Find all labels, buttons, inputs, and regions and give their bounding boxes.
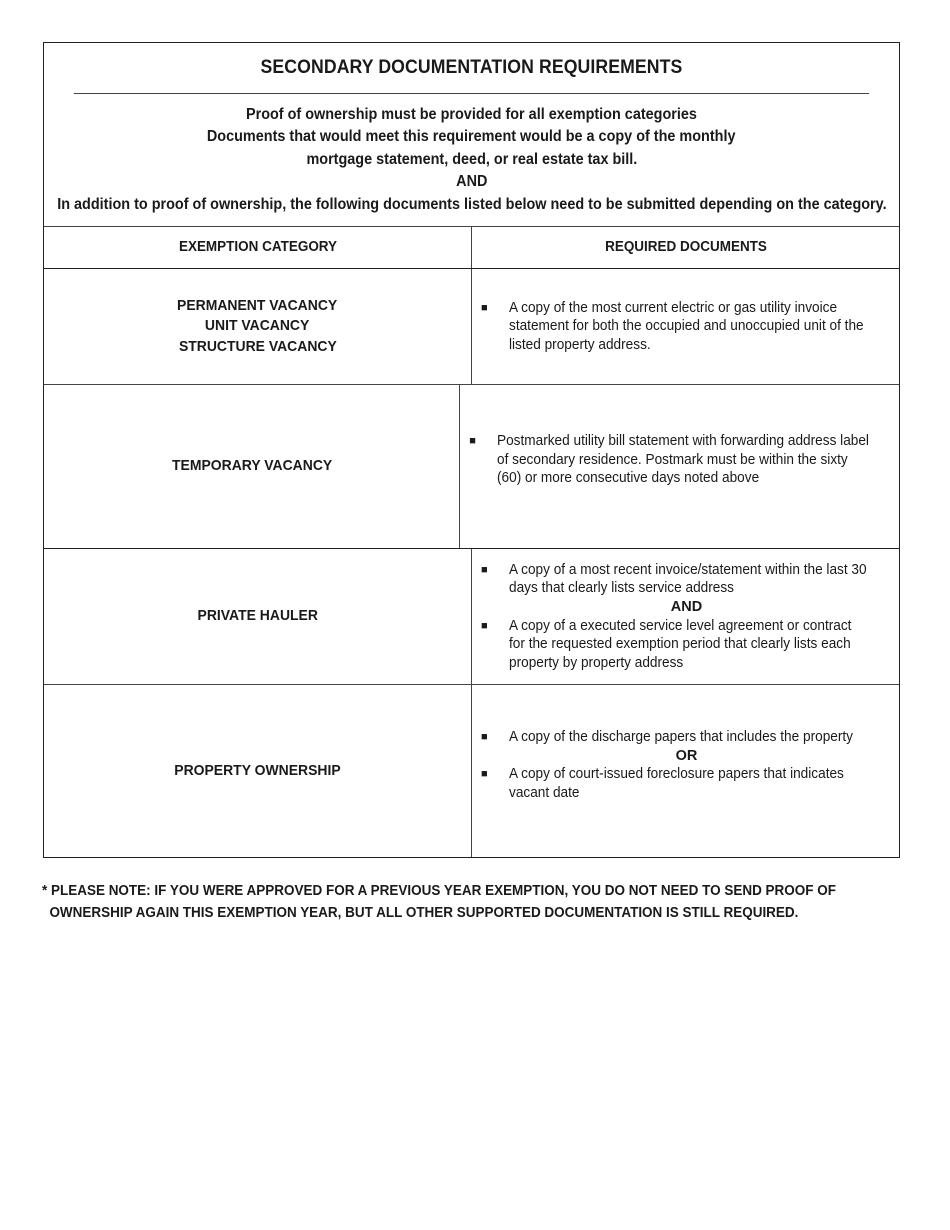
square-bullet-icon: ■ bbox=[481, 731, 488, 743]
note-line: OWNERSHIP AGAIN THIS EXEMPTION YEAR, BUT ALL OTHER SUPPORTED DOCUMENTATION IS STILL REQUIRED. bbox=[49, 905, 799, 921]
header-exemption-category: EXEMPTION CATEGORY bbox=[44, 227, 472, 268]
category-label: PRIVATE HAULER bbox=[197, 607, 318, 625]
category-cell bbox=[44, 549, 472, 684]
category-label: PERMANENT VACANCY bbox=[177, 296, 338, 314]
category-label: PROPERTY OWNERSHIP bbox=[174, 761, 341, 779]
category-label: TEMPORARY VACANCY bbox=[171, 457, 332, 475]
table-row bbox=[44, 549, 899, 685]
document-item: ■ A copy of the most current electric or gas utility invoice statement for both the occupied and unoccupied unit of the listed property address. bbox=[481, 299, 864, 353]
document-item: ■ Postmarked utility bill statement with forwarding address label of secondary residence. Postmark must be within the sixty (60) or more consecutive days noted above bbox=[469, 433, 870, 487]
connector-or: OR bbox=[675, 747, 698, 764]
category-label: UNIT VACANCY bbox=[205, 317, 310, 335]
category-cell bbox=[44, 685, 472, 857]
documents-cell bbox=[472, 685, 899, 857]
document-item: ■ A copy of court-issued foreclosure papers that indicates vacant date bbox=[481, 766, 844, 801]
table-row bbox=[44, 385, 899, 549]
table-header-row bbox=[44, 227, 899, 269]
intro-line: Documents that would meet this requirement would be a copy of the monthly bbox=[207, 128, 736, 146]
table-row bbox=[44, 685, 899, 857]
note-line: * PLEASE NOTE: IF YOU WERE APPROVED FOR A PREVIOUS YEAR EXEMPTION, YOU DO NOT NEED TO SEND PROOF OF bbox=[42, 883, 836, 899]
document-item: ■ A copy of the discharge papers that includes the property bbox=[481, 729, 853, 745]
documents-cell bbox=[472, 269, 899, 384]
intro-and: AND bbox=[455, 173, 488, 191]
connector-and: AND bbox=[670, 598, 703, 615]
header-required-documents: REQUIRED DOCUMENTS bbox=[605, 239, 768, 256]
documents-cell bbox=[460, 385, 899, 548]
square-bullet-icon: ■ bbox=[469, 435, 476, 447]
square-bullet-icon: ■ bbox=[481, 768, 488, 781]
document-item: ■ A copy of a executed service level agreement or contract for the requested exemption period that clearly lists each property by property address bbox=[481, 617, 852, 671]
intro-line: In addition to proof of ownership, the following documents listed below need to be submitted depending on the category. bbox=[56, 195, 887, 213]
square-bullet-icon: ■ bbox=[481, 563, 488, 576]
table-title: SECONDARY DOCUMENTATION REQUIREMENTS bbox=[74, 43, 869, 94]
documents-cell bbox=[472, 549, 899, 684]
intro-line: mortgage statement, deed, or real estate tax bill. bbox=[306, 150, 637, 168]
intro-section bbox=[44, 94, 899, 227]
please-note bbox=[42, 880, 922, 924]
documentation-table bbox=[43, 42, 900, 858]
square-bullet-icon: ■ bbox=[481, 301, 488, 314]
intro-line: Proof of ownership must be provided for all exemption categories bbox=[246, 105, 697, 123]
table-row bbox=[44, 269, 899, 385]
category-cell bbox=[44, 269, 472, 384]
document-item: ■ A copy of a most recent invoice/statement within the last 30 days that clearly lists service address bbox=[481, 561, 867, 597]
category-cell bbox=[44, 385, 460, 548]
category-label: STRUCTURE VACANCY bbox=[178, 337, 337, 355]
square-bullet-icon: ■ bbox=[481, 619, 488, 632]
